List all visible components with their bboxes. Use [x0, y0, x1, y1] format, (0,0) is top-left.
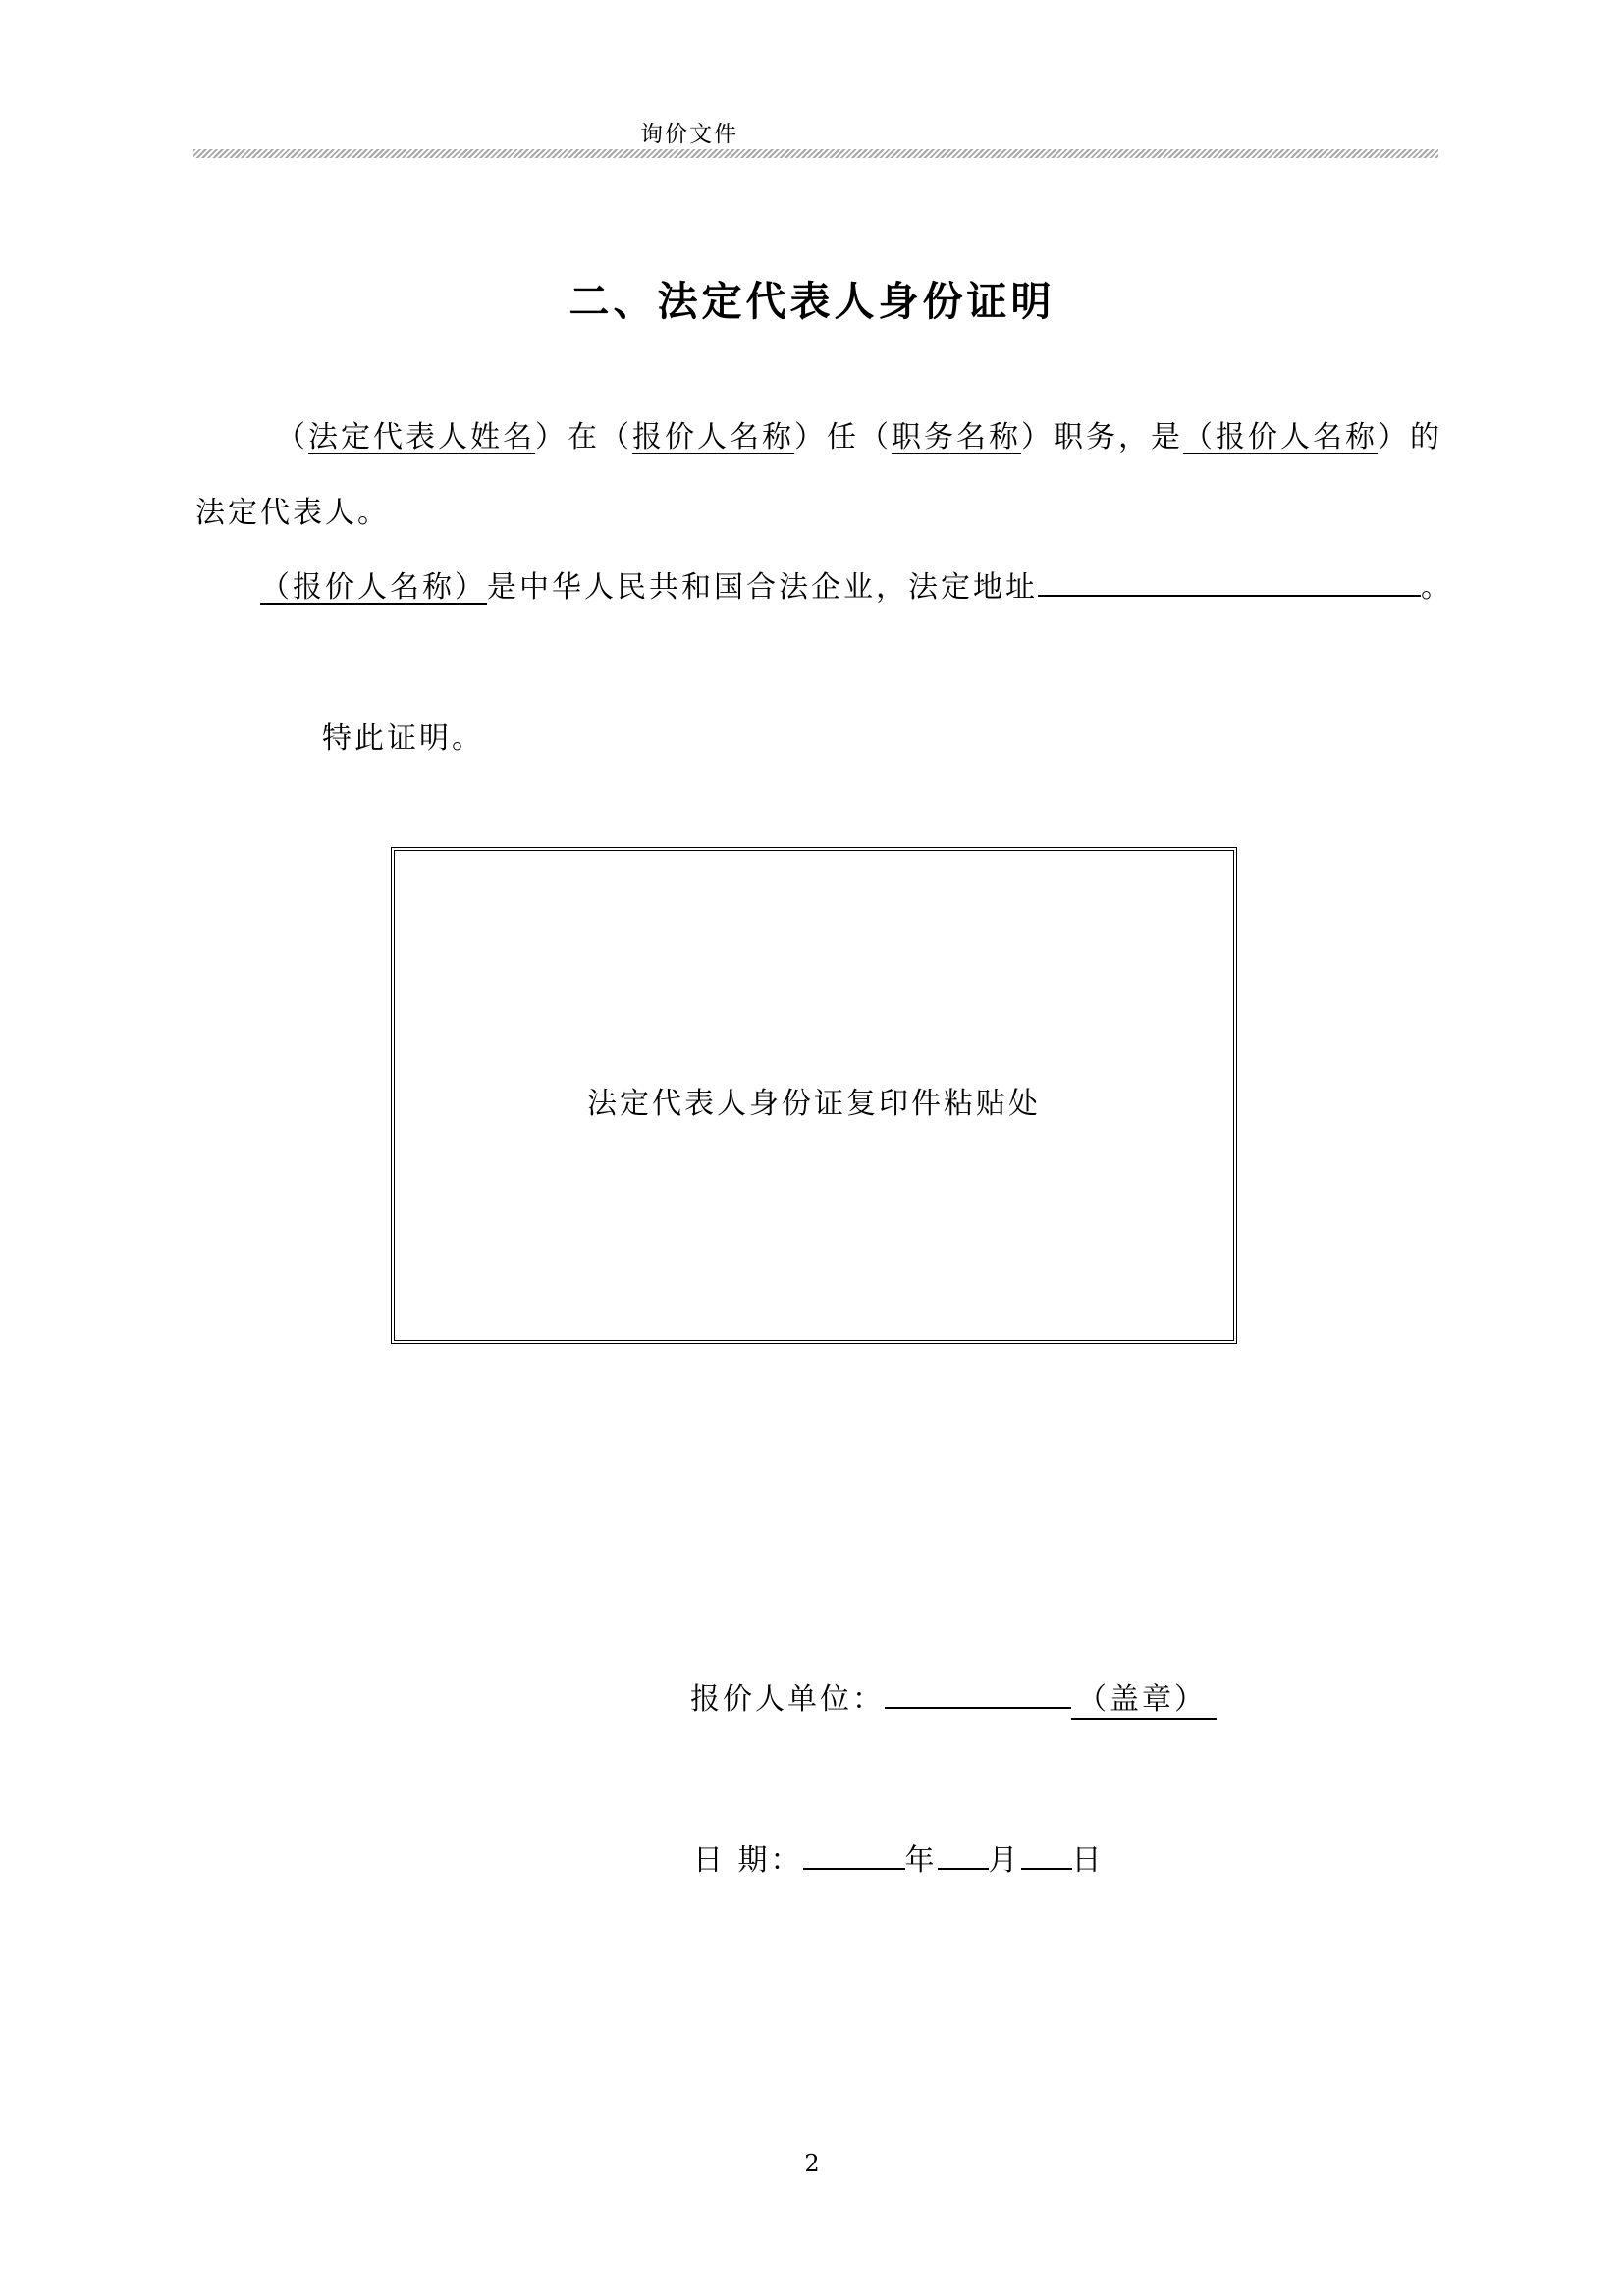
paragraph-2: [260, 562, 1453, 606]
month-blank[interactable]: [938, 1839, 989, 1870]
text-in: ）在（: [535, 420, 632, 454]
text-role: ）职务，是: [1021, 420, 1183, 454]
text-hold: ）任（: [794, 420, 892, 454]
year-label: 年: [904, 1843, 938, 1878]
rep-name-field: 法定代表人姓名: [308, 420, 535, 454]
month-label: 月: [988, 1843, 1021, 1878]
header-rule: [193, 149, 1438, 158]
address-blank[interactable]: [1038, 565, 1421, 597]
position-field: 职务名称: [892, 420, 1021, 454]
paragraph-1-line-1: [276, 412, 1442, 455]
date-line: [693, 1836, 1105, 1879]
year-blank[interactable]: [803, 1839, 905, 1870]
page-title: 二、法定代表人身份证明: [568, 278, 1056, 325]
day-blank[interactable]: [1021, 1839, 1072, 1870]
unit-label: 报价人单位：: [690, 1682, 885, 1717]
unit-blank[interactable]: [885, 1678, 1071, 1709]
company-name-field-2: （报价人名称: [1183, 420, 1378, 454]
running-header: 询价文件: [640, 122, 738, 147]
period: 。: [1421, 570, 1453, 605]
certify-text: 特此证明。: [322, 721, 484, 756]
unit-signature-line: [690, 1675, 1217, 1720]
paragraph-1-line-2: 法定代表人。: [195, 496, 390, 530]
paren-open: （: [276, 420, 308, 454]
company-name-field-3: （报价人名称）: [260, 570, 487, 605]
id-copy-box: [391, 847, 1237, 1344]
legal-enterprise-text: 是中华人民共和国合法企业，法定地址: [487, 570, 1038, 605]
company-name-field: 报价人名称: [632, 420, 794, 454]
text-of: ）的: [1378, 420, 1442, 454]
date-label: 日 期：: [693, 1843, 803, 1878]
id-copy-label: 法定代表人身份证复印件粘贴处: [587, 1087, 1041, 1121]
seal-label: （盖章）: [1071, 1675, 1217, 1720]
page-number: 2: [804, 2150, 820, 2177]
day-label: 日: [1071, 1843, 1105, 1878]
